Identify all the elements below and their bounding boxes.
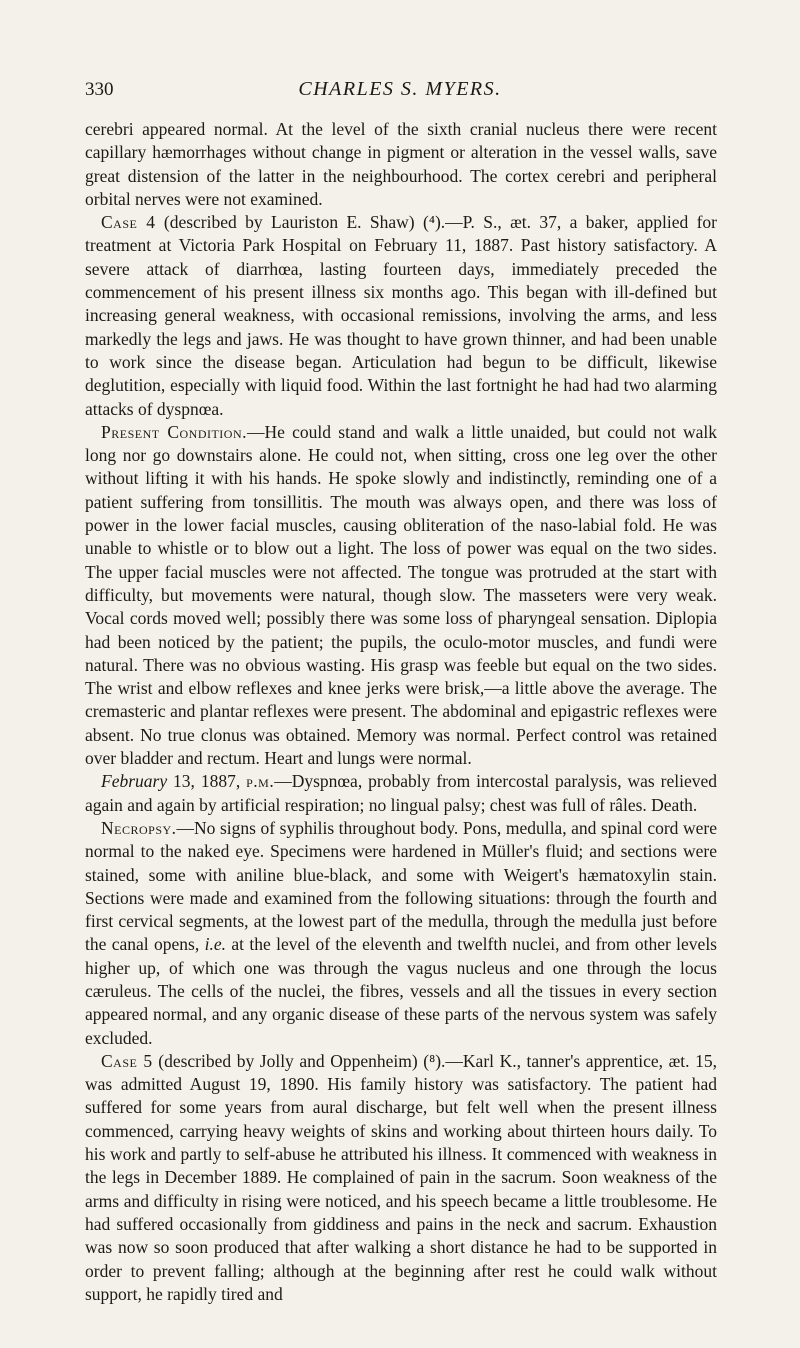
- paragraph: [85, 770, 717, 817]
- italic-run: February: [101, 771, 168, 792]
- paragraph: [85, 1050, 717, 1306]
- paragraph: [85, 421, 717, 770]
- text-run: —Dyspnœa, probably from intercostal paralysis, was relieved again and again by artificial respiration; no lingual palsy; chest was full of râles. Death.: [85, 771, 717, 815]
- small-caps-run: Necropsy.: [101, 817, 177, 838]
- text-run: (described by Jolly and Oppenheim) (⁸).—Karl K., tanner's apprentice, æt. 15, was admitted August 19, 1890. His family history was satisfactory. The patient had suffered for some years from aural discharge, but felt well when the present illness commenced, carrying heavy weights of skins and working about thirteen hours daily. To his work and partly to self-abuse he attributed his illness. It commenced with weakness in the legs in December 1889. He complained of pain in the sacrum. Soon weakness of the arms and difficulty in rising were noticed, and his speech became a little troublesome. He had suffered occasionally from giddiness and pains in the neck and sacrum. Exhaustion was now so soon produced that after walking a short distance he had to be supported in order to prevent falling; although at the beginning after rest he could walk without support, he rapidly tired and: [85, 1050, 717, 1304]
- body-text: [85, 118, 717, 1306]
- running-title: CHARLES S. MYERS.: [298, 78, 502, 100]
- small-caps-run: Case 5: [101, 1050, 153, 1071]
- small-caps-run: Present Condition.: [101, 421, 248, 442]
- paragraph: [85, 118, 717, 211]
- text-run: (described by Lauriston E. Shaw) (⁴).—P. S., æt. 37, a baker, applied for treatment at Victoria Park Hospital on February 11, 1887. Past history satisfactory. A severe attack of diarrhœa, lasting fourteen days, immediately preceded the commencement of his present illness six months ago. This began with ill-defined but increasing general weakness, with occasional remissions, involving the arms, and less markedly the legs and jaws. He was thought to have grown thinner, and had been unable to work since the disease began. Articulation had begun to be difficult, likewise deglutition, especially with liquid food. Within the last fortnight he had had two alarming attacks of dyspnœa.: [85, 212, 718, 419]
- paragraph: [85, 817, 717, 1050]
- text-run: at the level of the eleventh and twelfth nuclei, and from other levels higher up, of which one was through the vagus nucleus and one through the locus cæruleus. The cells of the nuclei, the fibres, vessels and all the tissues in every section appeared normal, and any organic disease of these parts of the nervous system was safely excluded.: [85, 934, 717, 1048]
- page-number: 330: [85, 79, 114, 100]
- page-header: [85, 78, 715, 108]
- italic-run: i.e.: [204, 934, 226, 955]
- text-run: —He could stand and walk a little unaided, but could not walk long nor go downstairs alone. He could not, when sitting, cross one leg over the other without lifting it with his hands. He spoke slowly and indistinctly, reminding one of a patient suffering from tonsillitis. The mouth was always open, and there was loss of power in the lower facial muscles, causing obliteration of the naso-labial fold. He was unable to whistle or to blow out a light. The loss of power was equal on the two sides. The upper facial muscles were not affected. The tongue was protruded at the start with difficulty, but movements were natural, though slow. The masseters were very weak. Vocal cords moved well; possibly there was some loss of pharyngeal sensation. Diplopia had been noticed by the patient; the pupils, the oculo-motor muscles, and fundi were natural. There was no obvious wasting. His grasp was feeble but equal on the two sides. The wrist and elbow reflexes and knee jerks were brisk,—a little above the average. The cremasteric and plantar reflexes were present. The abdominal and epigastric reflexes were absent. No true clonus was obtained. Memory was normal. Perfect control was retained over bladder and rectum. Heart and lungs were normal.: [85, 421, 717, 769]
- text-run: cerebri appeared normal. At the level of the sixth cranial nucleus there were recent capillary hæmorrhages without change in pigment or alteration in the vessel walls, save great distension of the latter in the neighbourhood. The cortex cerebri and peripheral orbital nerves were not examined.: [85, 119, 717, 209]
- text-run: —No signs of syphilis throughout body. Pons, medulla, and spinal cord were normal to the naked eye. Specimens were hardened in Müller's fluid; and sections were stained, some with aniline blue-black, and some with Weigert's hæmatoxylin stain. Sections were made and examined from the following situations: through the fourth and first cervical segments, at the lowest part of the medulla, through the medulla just before the canal opens,: [85, 817, 717, 955]
- paragraph: [85, 211, 717, 421]
- text-run: 13, 1887,: [167, 771, 247, 792]
- small-caps-run: Case 4: [101, 212, 156, 233]
- small-caps-run: p.m.: [246, 771, 275, 792]
